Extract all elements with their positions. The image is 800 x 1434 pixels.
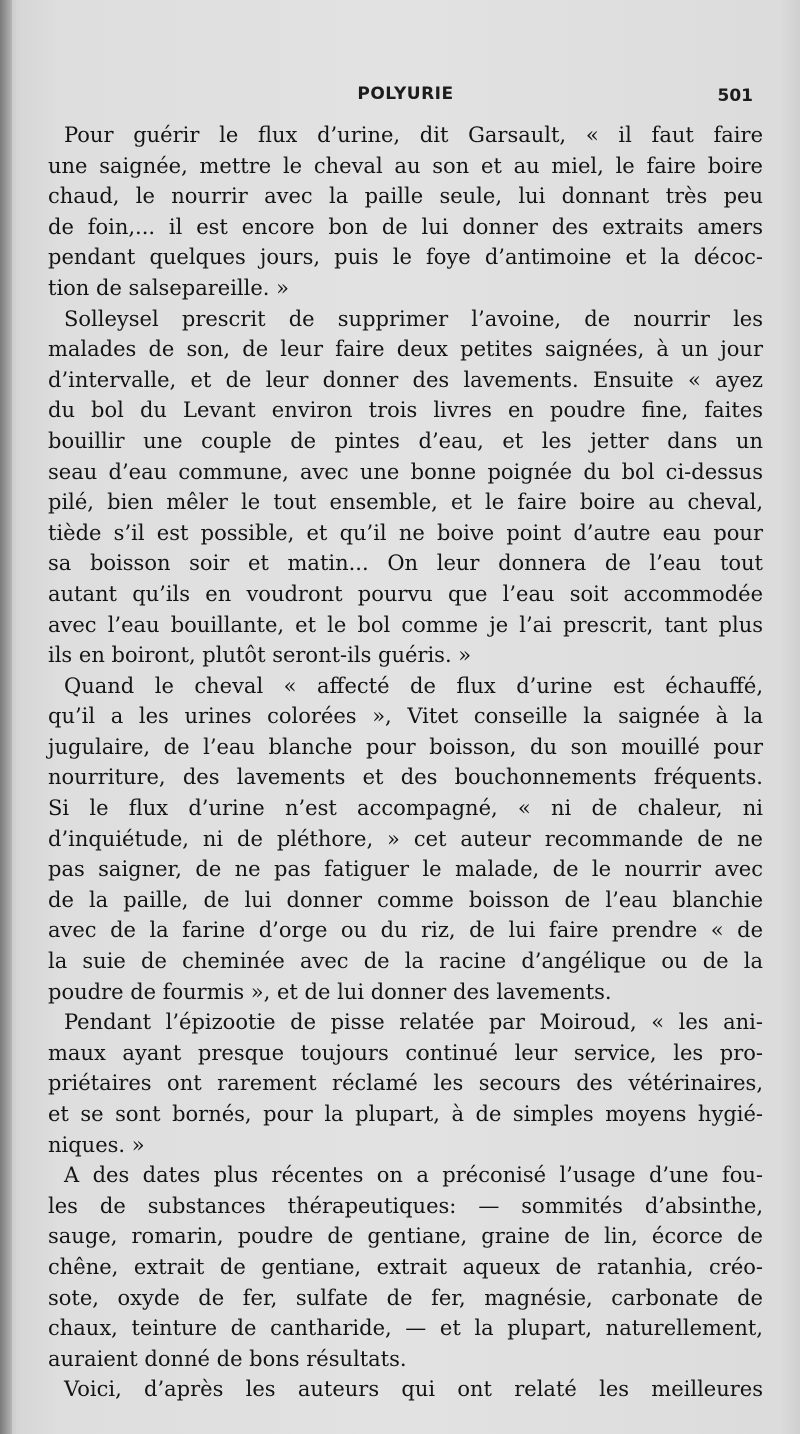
- text-line: Solleysel prescrit de supprimer l’avoine, de nourrir les: [64, 306, 763, 331]
- text-line: de la paille, de lui donner comme boisson de l’eau blanchie: [48, 887, 763, 912]
- page-binding-shadow: [0, 0, 12, 1434]
- text-line: d’inquiétude, ni de pléthore, » cet auteur recommande de ne: [48, 826, 763, 851]
- text-line: malades de son, de leur faire deux petites saignées, à un jour: [48, 337, 763, 362]
- text-line: sauge, romarin, poudre de gentiane, graine de lin, écorce de: [48, 1224, 763, 1249]
- text-line: une saignée, mettre le cheval au son et au miel, le faire boire: [48, 153, 763, 178]
- text-line: tiède s’il est possible, et qu’il ne boive point d’autre eau pour: [48, 520, 763, 545]
- text-line: maux ayant presque toujours continué leur service, les pro-: [48, 1040, 763, 1065]
- text-line: pendant quelques jours, puis le foye d’antimoine et la décoc-: [48, 245, 763, 270]
- text-line: et se sont bornés, pour la plupart, à de simples moyens hygié-: [48, 1102, 763, 1126]
- text-line: pas saigner, de ne pas fatiguer le malade, de le nourrir avec: [48, 857, 763, 882]
- text-line: de foin,... il est encore bon de lui donner des extraits amers: [48, 214, 763, 239]
- text-line: bouillir une couple de pintes d’eau, et les jetter dans un: [48, 428, 763, 453]
- text-line: sa boisson soir et matin... On leur donnera de l’eau tout: [48, 551, 763, 576]
- text-line: ils en boiront, plutôt seront-ils guéris. »: [48, 643, 472, 668]
- text-line: du bol du Levant environ trois livres en poudre fine, faites: [48, 398, 763, 423]
- text-line: sote, oxyde de fer, sulfate de fer, magnésie, carbonate de: [48, 1285, 763, 1310]
- text-line: tion de salsepareille. »: [48, 275, 289, 300]
- text-line: chaud, le nourrir avec la paille seule, lui donnant très peu: [48, 184, 763, 209]
- text-line: avec de la farine d’orge ou du riz, de lui faire prendre « de: [48, 918, 763, 943]
- text-line: pilé, bien mêler le tout ensemble, et le faire boire au cheval,: [48, 490, 763, 515]
- text-line: jugulaire, de l’eau blanche pour boisson, du son mouillé pour: [48, 734, 763, 759]
- text-line: Pour guérir le flux d’urine, dit Garsault, « il faut faire: [64, 123, 763, 147]
- text-line: poudre de fourmis », et de lui donner des lavements.: [48, 979, 612, 1004]
- text-line: Voici, d’après les auteurs qui ont relaté les meilleures: [64, 1377, 763, 1402]
- text-line: A des dates plus récentes on a préconisé l’usage d’une fou-: [64, 1163, 763, 1188]
- text-line: chaux, teinture de cantharide, — et la plupart, naturellement,: [48, 1316, 763, 1341]
- text-line: auraient donné de bons résultats.: [48, 1346, 407, 1371]
- text-line: priétaires ont rarement réclamé les secours des vétérinaires,: [48, 1071, 763, 1096]
- body-text: [48, 120, 763, 1405]
- text-line: Quand le cheval « affecté de flux d’urine est échauffé,: [64, 673, 763, 698]
- text-line: les de substances thérapeutiques: — sommités d’absinthe,: [48, 1193, 763, 1218]
- text-line: niques. »: [48, 1132, 145, 1157]
- text-line: Pendant l’épizootie de pisse relatée par Moiroud, « les ani-: [64, 1010, 763, 1035]
- text-line: la suie de cheminée avec de la racine d’angélique ou de la: [48, 949, 763, 974]
- text-line: chêne, extrait de gentiane, extrait aqueux de ratanhia, créo-: [48, 1254, 763, 1279]
- running-head: POLYURIE: [357, 84, 454, 104]
- text-line: nourriture, des lavements et des bouchonnements fréquents.: [48, 765, 763, 790]
- text-line: avec l’eau bouillante, et le bol comme je l’ai prescrit, tant plus: [48, 612, 763, 637]
- text-line: autant qu’ils en voudront pourvu que l’eau soit accommodée: [48, 581, 763, 606]
- page-header: [48, 84, 763, 114]
- page-number: 501: [717, 86, 753, 106]
- text-line: Si le flux d’urine n’est accompagné, « ni de chaleur, ni: [48, 796, 763, 821]
- text-line: qu’il a les urines colorées », Vitet conseille la saignée à la: [48, 704, 763, 729]
- text-line: seau d’eau commune, avec une bonne poignée du bol ci-dessus: [48, 459, 763, 484]
- text-line: d’intervalle, et de leur donner des lavements. Ensuite « ayez: [48, 367, 763, 392]
